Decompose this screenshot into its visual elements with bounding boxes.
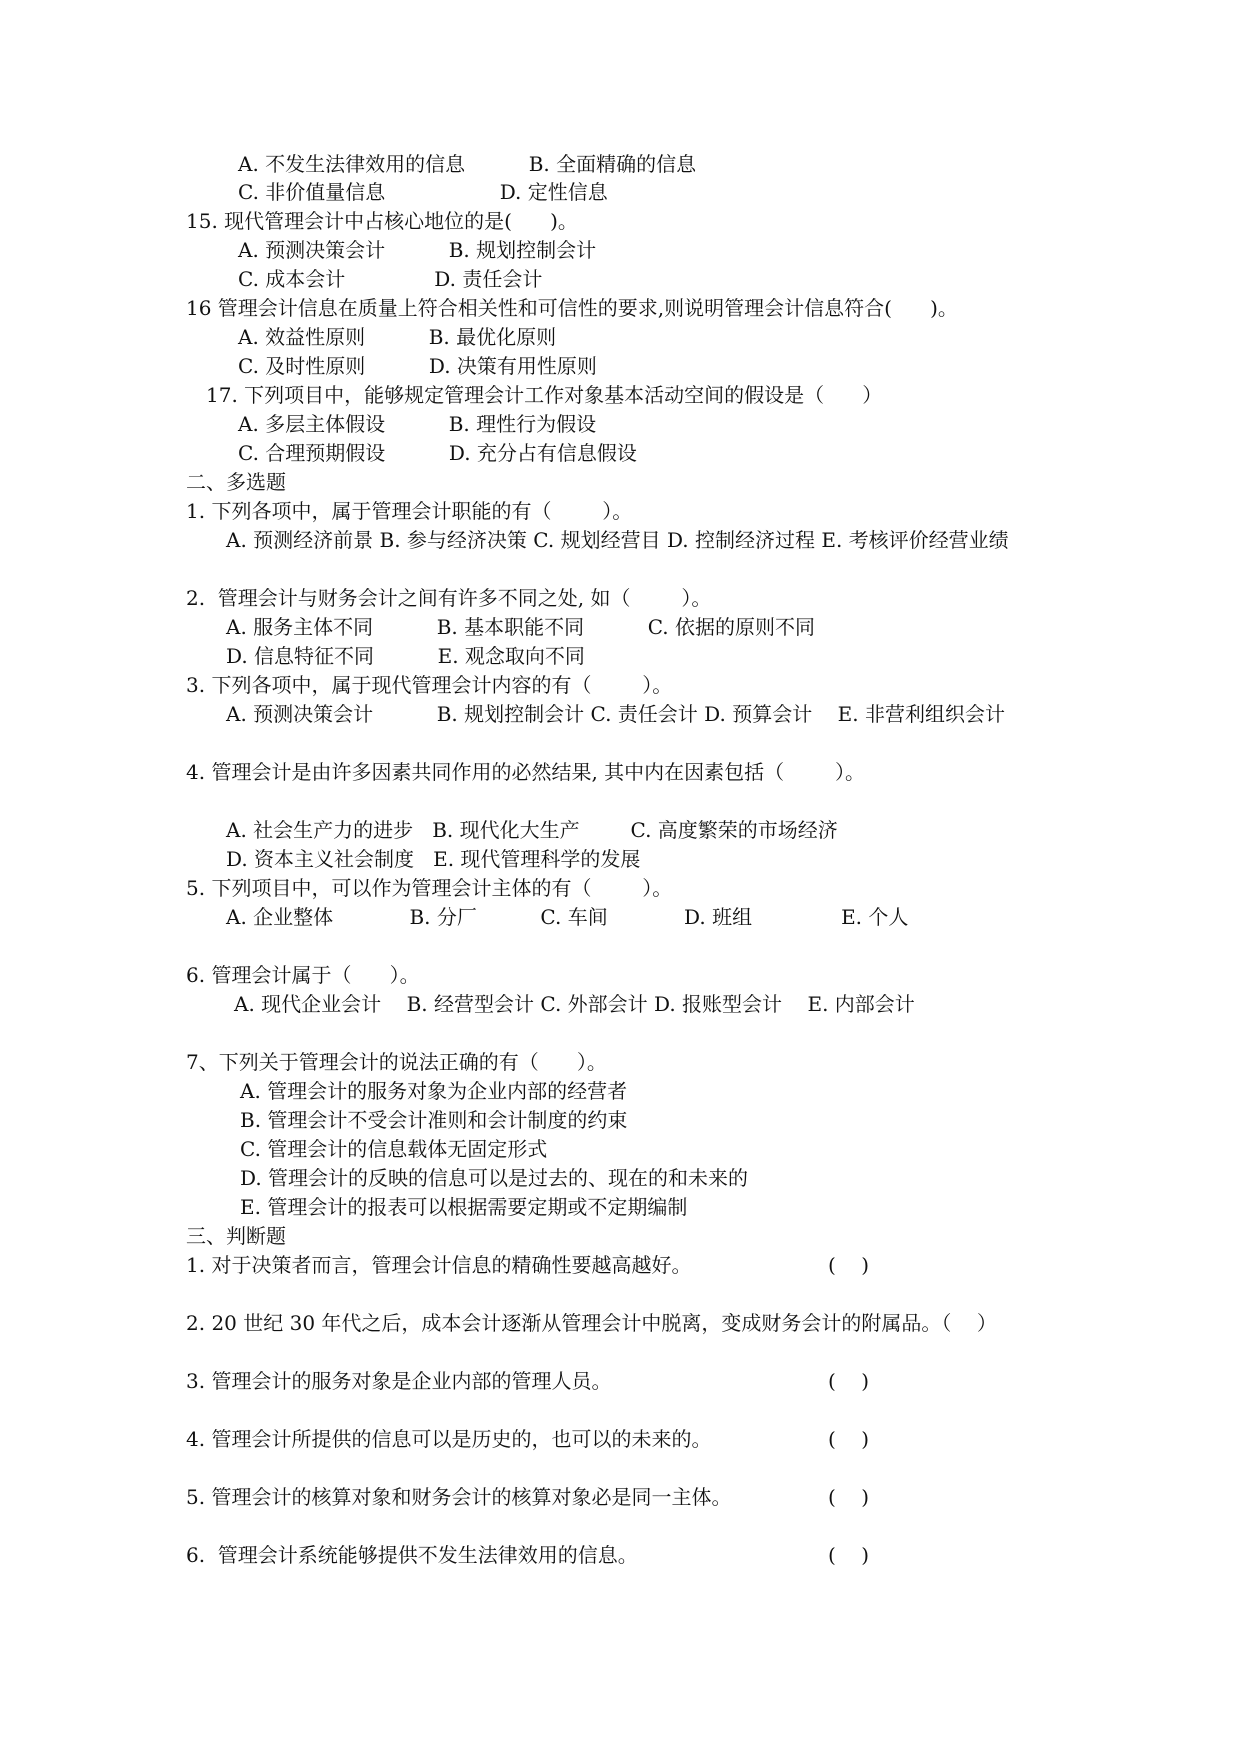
m2-question: 2. 管理会计与财务会计之间有许多不同之处, 如（ ）。: [186, 586, 712, 610]
m1-question: 1. 下列各项中，属于管理会计职能的有（ ）。: [186, 499, 633, 523]
m4-question: 4. 管理会计是由许多因素共同作用的必然结果, 其中内在因素包括（ ）。: [186, 760, 866, 784]
m2-options-abc: A. 服务主体不同 B. 基本职能不同 C. 依据的原则不同: [226, 615, 816, 639]
m7-option-e: E. 管理会计的报表可以根据需要定期或不定期编制: [240, 1195, 688, 1219]
m7-option-a: A. 管理会计的服务对象为企业内部的经营者: [240, 1079, 628, 1103]
m7-option-b: B. 管理会计不受会计准则和会计制度的约束: [240, 1108, 628, 1132]
q15-options-cd: C. 成本会计 D. 责任会计: [238, 267, 543, 291]
t1-answer-blank: ( ): [828, 1253, 870, 1277]
t5-text: 5. 管理会计的核算对象和财务会计的核算对象必是同一主体。: [186, 1485, 732, 1509]
m6-options: A. 现代企业会计 B. 经营型会计 C. 外部会计 D. 报账型会计 E. 内部会计: [234, 992, 915, 1016]
section-3-heading: 三、判断题: [186, 1224, 286, 1248]
t1-text: 1. 对于决策者而言，管理会计信息的精确性要越高越好。: [186, 1253, 692, 1277]
m1-options: A. 预测经济前景 B. 参与经济决策 C. 规划经营目 D. 控制经济过程 E. 考核评价经营业绩: [226, 528, 1009, 552]
q16-question: 16 管理会计信息在质量上符合相关性和可信性的要求,则说明管理会计信息符合( )。: [186, 296, 958, 320]
m7-option-c: C. 管理会计的信息载体无固定形式: [240, 1137, 548, 1161]
m7-option-d: D. 管理会计的反映的信息可以是过去的、现在的和未来的: [240, 1166, 749, 1190]
q15-options-ab: A. 预测决策会计 B. 规划控制会计: [238, 238, 597, 262]
m4-options-de: D. 资本主义社会制度 E. 现代管理科学的发展: [226, 847, 641, 871]
m2-options-de: D. 信息特征不同 E. 观念取向不同: [226, 644, 585, 668]
t5-answer-blank: ( ): [828, 1485, 870, 1509]
q17-options-ab: A. 多层主体假设 B. 理性行为假设: [238, 412, 597, 436]
q14-options-cd: C. 非价值量信息 D. 定性信息: [238, 180, 608, 204]
t3-answer-blank: ( ): [828, 1369, 870, 1393]
q15-question: 15. 现代管理会计中占核心地位的是( )。: [186, 209, 578, 233]
t3-text: 3. 管理会计的服务对象是企业内部的管理人员。: [186, 1369, 612, 1393]
q17-question: 17. 下列项目中，能够规定管理会计工作对象基本活动空间的假设是（ ）: [206, 383, 883, 407]
m5-options: A. 企业整体 B. 分厂 C. 车间 D. 班组 E. 个人: [226, 905, 909, 929]
m6-question: 6. 管理会计属于（ ）。: [186, 963, 420, 987]
q17-options-cd: C. 合理预期假设 D. 充分占有信息假设: [238, 441, 637, 465]
t4-text: 4. 管理会计所提供的信息可以是历史的，也可以的未来的。: [186, 1427, 712, 1451]
t6-text: 6. 管理会计系统能够提供不发生法律效用的信息。: [186, 1543, 638, 1567]
t6-answer-blank: ( ): [828, 1543, 870, 1567]
t2-text: 2. 20 世纪 30 年代之后，成本会计逐渐从管理会计中脱离，变成财务会计的附属品。（ ）: [186, 1311, 997, 1335]
m3-options: A. 预测决策会计 B. 规划控制会计 C. 责任会计 D. 预算会计 E. 非营利组织会计: [226, 702, 1005, 726]
m4-options-abc: A. 社会生产力的进步 B. 现代化大生产 C. 高度繁荣的市场经济: [226, 818, 838, 842]
q14-options-ab: A. 不发生法律效用的信息 B. 全面精确的信息: [238, 152, 697, 176]
m5-question: 5. 下列项目中，可以作为管理会计主体的有（ ）。: [186, 876, 673, 900]
q16-options-ab: A. 效益性原则 B. 最优化原则: [238, 325, 557, 349]
t4-answer-blank: ( ): [828, 1427, 870, 1451]
q16-options-cd: C. 及时性原则 D. 决策有用性原则: [238, 354, 597, 378]
m7-question: 7、下列关于管理会计的说法正确的有（ ）。: [186, 1050, 607, 1074]
section-2-heading: 二、多选题: [186, 470, 286, 494]
m3-question: 3. 下列各项中，属于现代管理会计内容的有（ ）。: [186, 673, 673, 697]
